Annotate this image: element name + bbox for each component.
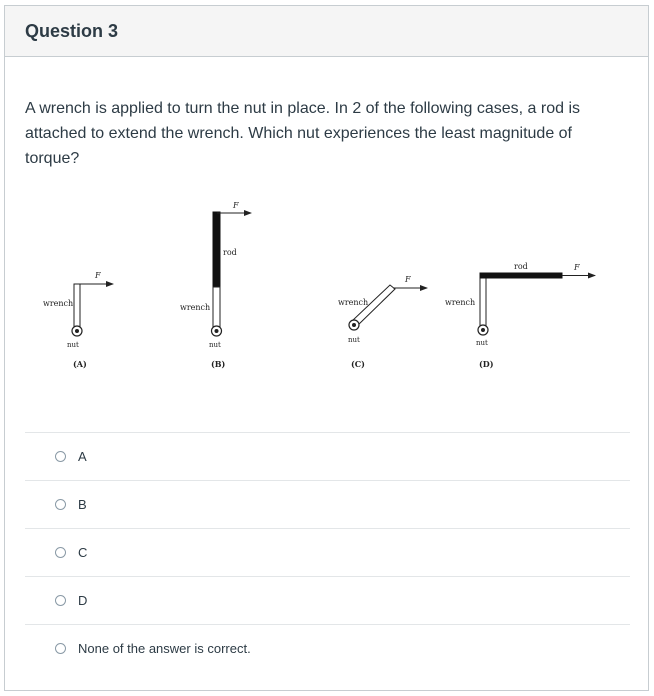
answer-option-b[interactable] (25, 480, 630, 528)
answer-option-none[interactable] (25, 624, 630, 672)
question-card (4, 5, 649, 691)
answer-option-c[interactable] (25, 528, 630, 576)
case-b-caption: (B) (211, 359, 226, 369)
case-c-nut-label: nut (348, 336, 360, 344)
case-c-diagram (338, 275, 427, 369)
answer-label: A (78, 449, 87, 464)
radio-button[interactable] (55, 451, 66, 462)
answer-label: C (78, 545, 88, 560)
case-a-nut-label: nut (67, 341, 79, 349)
case-b-diagram (180, 201, 251, 369)
question-header (5, 6, 648, 57)
case-c-caption: (C) (351, 359, 365, 369)
case-c-force-label: F (405, 275, 411, 284)
answer-label: None of the answer is correct. (78, 641, 251, 656)
torque-figure (33, 196, 613, 376)
case-d-nut-label: nut (476, 339, 488, 347)
case-c-wrench-label: wrench (338, 298, 369, 307)
case-b-rod-label: rod (223, 248, 237, 257)
answer-label: D (78, 593, 88, 608)
case-d-wrench-label: wrench (445, 298, 476, 307)
radio-button[interactable] (55, 547, 66, 558)
question-title: Question 3 (25, 20, 119, 41)
answer-option-d[interactable] (25, 576, 630, 624)
torque-diagram (33, 196, 613, 376)
case-a-force-label: F (95, 271, 101, 280)
case-d-rod-label: rod (514, 262, 528, 271)
answer-option-a[interactable] (25, 432, 630, 480)
case-d-diagram (445, 262, 595, 369)
case-a-wrench-label: wrench (43, 299, 74, 308)
answer-label: B (78, 497, 87, 512)
radio-button[interactable] (55, 499, 66, 510)
radio-button[interactable] (55, 595, 66, 606)
case-b-nut-label: nut (209, 341, 221, 349)
radio-button[interactable] (55, 643, 66, 654)
case-a-caption: (A) (73, 359, 87, 369)
case-d-caption: (D) (479, 359, 494, 369)
case-a-diagram (43, 271, 113, 369)
question-text: A wrench is applied to turn the nut in place. In 2 of the following cases, a rod is attached to extend the wrench. Which nut experiences the least magnitude of torque? (25, 100, 580, 167)
case-b-force-label: F (233, 201, 239, 210)
case-b-wrench-label: wrench (180, 303, 211, 312)
answer-list (25, 432, 630, 672)
case-d-force-label: F (574, 263, 580, 272)
